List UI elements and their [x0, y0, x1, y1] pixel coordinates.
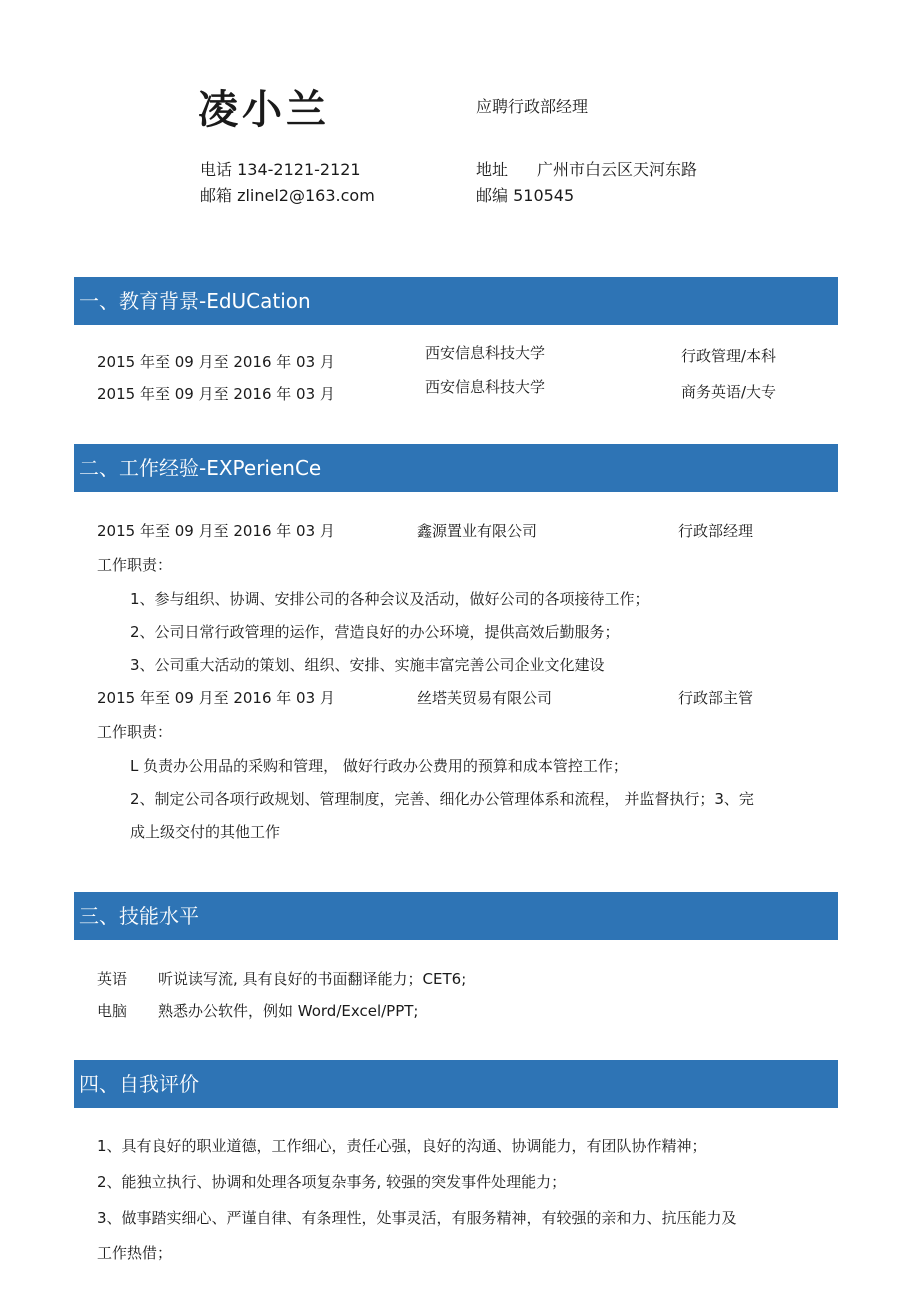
- candidate-name: 凌小兰: [198, 87, 330, 133]
- address-label: 地址: [476, 160, 509, 179]
- duty-item: 2、制定公司各项行政规划、管理制度，完善、细化办公管理体系和流程， 并监督执行；3、完: [130, 790, 754, 808]
- education-major: 商务英语/大专: [681, 383, 777, 401]
- job-period: 2015 年至 09 月至 2016 年 03 月: [97, 689, 335, 707]
- job-company: 鑫源置业有限公司: [417, 522, 538, 540]
- section-header-education: 一、教育背景-EdUCation: [74, 277, 838, 325]
- education-period: 2015 年至 09 月至 2016 年 03 月: [97, 353, 335, 371]
- skill-text: 熟悉办公软件，例如 Word/Excel/PPT;: [158, 1002, 419, 1020]
- education-school: 西安信息科技大学: [425, 344, 546, 362]
- duty-item: 1、参与组织、协调、安排公司的各种会议及活动，做好公司的各项接待工作；: [130, 590, 650, 608]
- evaluation-line: 3、做事踏实细心、严谨自律、有条理性，处事灵活，有服务精神，有较强的亲和力、抗压能力及: [97, 1209, 737, 1227]
- evaluation-line: 工作热借；: [97, 1244, 173, 1262]
- postcode: 邮编 510545: [476, 186, 575, 205]
- skill-text: 听说读写流, 具有良好的书面翻译能力；CET6;: [158, 970, 467, 988]
- evaluation-line: 2、能独立执行、协调和处理各项复杂事务, 较强的突发事件处理能力；: [97, 1173, 567, 1191]
- job-company: 丝塔芙贸易有限公司: [417, 689, 553, 707]
- evaluation-line: 1、具有良好的职业道德，工作细心，责任心强，良好的沟通、协调能力，有团队协作精神；: [97, 1137, 707, 1155]
- target-position: 应聘行政部经理: [476, 97, 589, 116]
- section-header-experience: 二、工作经验-EXPerienCe: [74, 444, 838, 492]
- section-header-self-evaluation: 四、自我评价: [74, 1060, 838, 1108]
- duties-label: 工作职责：: [97, 723, 173, 741]
- skill-label: 英语: [97, 970, 128, 988]
- education-period: 2015 年至 09 月至 2016 年 03 月: [97, 385, 335, 403]
- email: 邮箱 zlinel2@163.com: [200, 186, 375, 205]
- skill-label: 电脑: [97, 1002, 128, 1020]
- job-role: 行政部经理: [678, 522, 754, 540]
- education-school: 西安信息科技大学: [425, 378, 546, 396]
- address-value: 广州市白云区天河东路: [537, 160, 698, 179]
- phone: 电话 134-2121-2121: [200, 160, 361, 179]
- job-role: 行政部主管: [678, 689, 754, 707]
- duty-item: 2、公司日常行政管理的运作，营造良好的办公环境，提供高效后勤服务；: [130, 623, 620, 641]
- job-period: 2015 年至 09 月至 2016 年 03 月: [97, 522, 335, 540]
- duty-item: L 负责办公用品的采购和管理， 做好行政办公费用的预算和成本管控工作；: [130, 757, 628, 775]
- section-header-skills: 三、技能水平: [74, 892, 838, 940]
- education-major: 行政管理/本科: [681, 347, 777, 365]
- duty-item: 成上级交付的其他工作: [130, 823, 281, 841]
- duties-label: 工作职责：: [97, 556, 173, 574]
- duty-item: 3、公司重大活动的策划、组织、安排、实施丰富完善公司企业文化建设: [130, 656, 605, 674]
